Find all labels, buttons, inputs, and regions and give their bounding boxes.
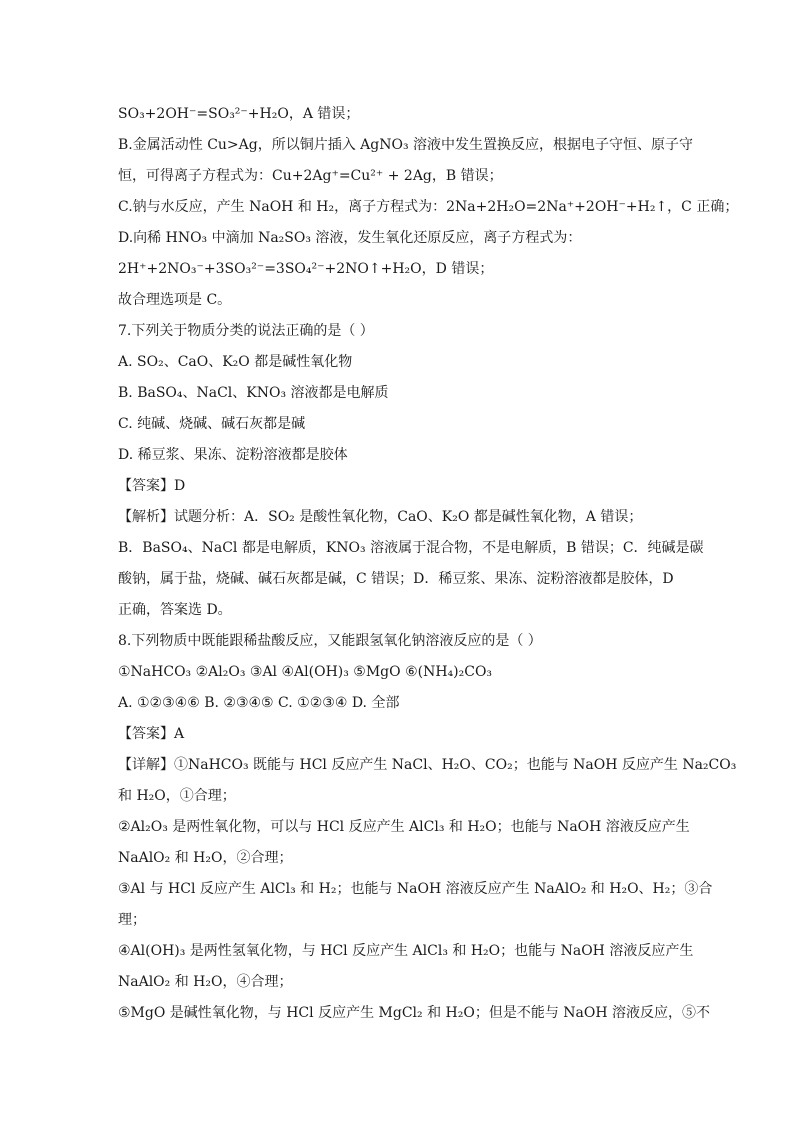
option-d: D. 稀豆浆、果冻、淀粉溶液都是胶体	[118, 447, 348, 463]
analysis-text: B．BaSO₄、NaCl 都是电解质，KNO₃ 溶液属于混合物，不是电解质，B 错误；C．纯碱是碳	[118, 540, 704, 556]
detail-text: ④Al(OH)₃ 是两性氢氧化物，与 HCl 反应产生 AlCl₃ 和 H₂O；也能与 NaOH 溶液反应产生	[118, 943, 694, 959]
options-row: A. ①②③④⑥ B. ②③④⑤ C. ①②③④ D. 全部	[118, 695, 400, 711]
text-line: D.向稀 HNO₃ 中滴加 Na₂SO₃ 溶液，发生氧化还原反应，离子方程式为：	[118, 230, 582, 246]
option-b: B. BaSO₄、NaCl、KNO₃ 溶液都是电解质	[118, 385, 389, 401]
detail-text: ③Al 与 HCl 反应产生 AlCl₃ 和 H₂；也能与 NaOH 溶液反应产生 NaAlO₂ 和 H₂O、H₂；③合	[118, 881, 713, 897]
option-c: C. 纯碱、烧碱、碱石灰都是碱	[118, 416, 306, 432]
detail-text: ⑤MgO 是碱性氧化物，与 HCl 反应产生 MgCl₂ 和 H₂O；但是不能与 NaOH 溶液反应，⑤不	[118, 1005, 711, 1021]
option-a: A. SO₂、CaO、K₂O 都是碱性氧化物	[118, 354, 353, 370]
detail-text: ②Al₂O₃ 是两性氧化物，可以与 HCl 反应产生 AlCl₃ 和 H₂O；也能与 NaOH 溶液反应产生	[118, 819, 690, 835]
detail-text: 和 H₂O，①合理；	[118, 788, 236, 804]
analysis-text: 【解析】试题分析：A．SO₂ 是酸性氧化物，CaO、K₂O 都是碱性氧化物，A 错误；	[118, 509, 643, 525]
text-line: 2H⁺+2NO₃⁻+3SO₃²⁻=3SO₄²⁻+2NO↑+H₂O，D 错误；	[118, 261, 494, 277]
analysis-text: 酸钠，属于盐，烧碱、碱石灰都是碱，C 错误；D．稀豆浆、果冻、淀粉溶液都是胶体，D	[118, 571, 674, 587]
detail-text: 【详解】①NaHCO₃ 既能与 HCl 反应产生 NaCl、H₂O、CO₂；也能与 NaOH 反应产生 Na₂CO₃	[118, 757, 737, 773]
substance-list: ①NaHCO₃ ②Al₂O₃ ③Al ④Al(OH)₃ ⑤MgO ⑥(NH₄)₂CO₃	[118, 664, 493, 680]
detail-text: NaAlO₂ 和 H₂O，④合理；	[118, 974, 293, 990]
text-line: 故合理选项是 C。	[118, 292, 232, 308]
analysis-text: 正确，答案选 D。	[118, 602, 232, 618]
text-line: B.金属活动性 Cu>Ag，所以铜片插入 AgNO₃ 溶液中发生置换反应，根据电子守恒、原子守	[118, 137, 694, 153]
detail-text: NaAlO₂ 和 H₂O，②合理；	[118, 850, 293, 866]
detail-text: 理；	[118, 912, 146, 928]
answer-label: 【答案】D	[118, 478, 186, 494]
answer-label: 【答案】A	[118, 726, 185, 742]
question-title: 7.下列关于物质分类的说法正确的是（ ）	[118, 323, 374, 339]
text-line: C.钠与水反应，产生 NaOH 和 H₂，离子方程式为：2Na+2H₂O=2Na⁺+2OH⁻+H₂↑，C 正确；	[118, 199, 739, 215]
question-title: 8.下列物质中既能跟稀盐酸反应，又能跟氢氧化钠溶液反应的是（ ）	[118, 633, 542, 649]
text-line: 恒，可得离子方程式为：Cu+2Ag⁺=Cu²⁺ + 2Ag，B 错误；	[118, 168, 503, 184]
text-line: SO₃+2OH⁻=SO₃²⁻+H₂O，A 错误；	[118, 106, 360, 122]
